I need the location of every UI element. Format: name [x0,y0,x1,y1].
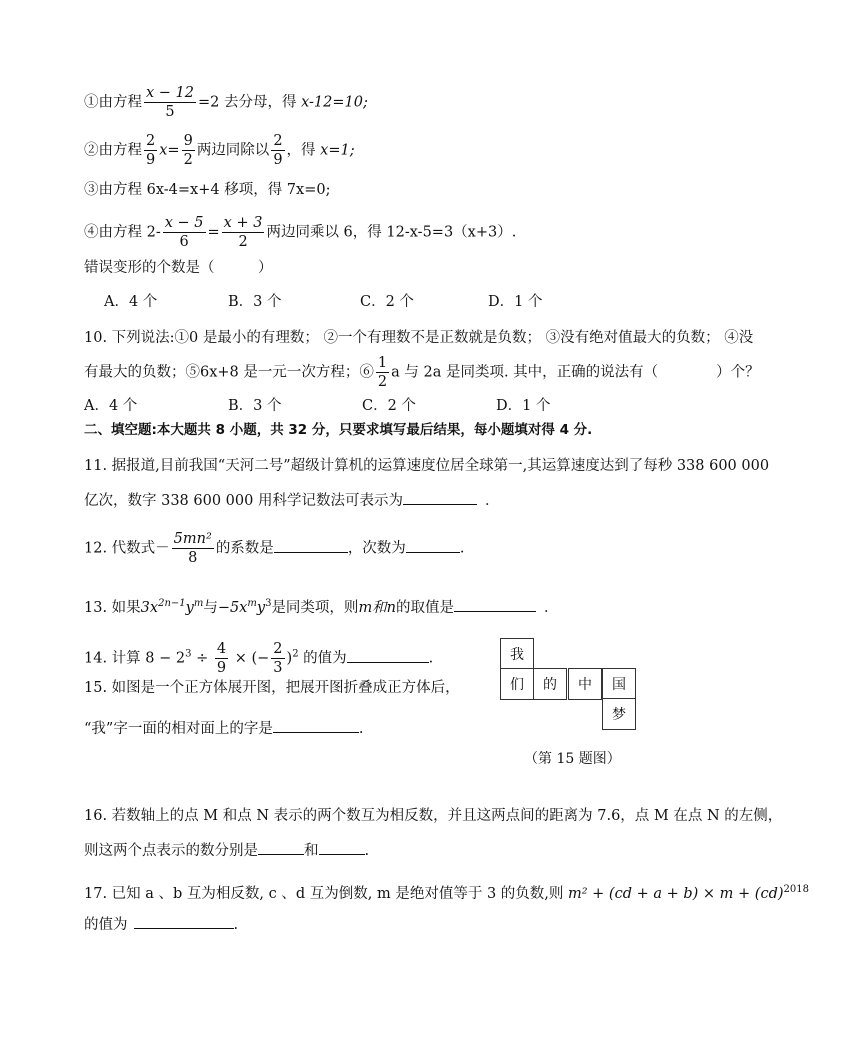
fraction-numerator: 2 [146,133,156,149]
fraction-denominator: 2 [377,374,388,390]
fraction-numerator: 5mn² [173,531,212,547]
fraction-numerator: x + 3 [223,215,263,231]
fraction-denominator: 9 [216,660,227,676]
q8-s4-text-a: ④由方程 2- [84,224,161,241]
choice-b[interactable]: B．3 个 [228,294,282,310]
q13-text-b: 是同类项，则 [271,599,359,616]
q8-statement-3: ③由方程 6x-4=x+4 移项，得 7x=0; [84,182,331,198]
variable-x: x [159,142,168,159]
q11-text: 亿次，数字 338 600 000 用科学记数法可表示为 [84,493,403,509]
q15-line-1: 15. 如图是一个正方体展开图，把展开图折叠成正方体后， [84,680,460,696]
q14-text-a: 14. 计算 8 − 2 [84,650,186,667]
choice-c[interactable]: C．2 个 [360,294,414,310]
equals-sign: = [207,224,220,241]
q8-s4-text-b: 两边同乘以 6，得 12-x-5=3（x+3）. [266,224,517,241]
fraction [215,640,228,677]
section-heading: 二、填空题:本大题共 8 小题，共 32 分，只要求填写最后结果，每小题填对得 4 分. [84,422,593,438]
answer-blank[interactable] [403,490,477,505]
fraction [144,84,196,121]
exponent: 3 [185,648,192,660]
fraction-numerator: x − 5 [164,215,204,231]
q16-text-a: 则这两个点表示的数分别是 [84,843,258,859]
q8-s2-text-c: ，得 [286,142,321,159]
fraction [172,530,214,567]
fraction [222,214,265,251]
fraction-denominator: 2 [183,152,193,168]
exponent: 2n−1 [158,598,186,609]
fraction-denominator: 9 [273,152,283,168]
choice-a[interactable]: A．4 个 [104,294,158,310]
q13-end: ． [544,599,559,616]
fraction [271,132,284,169]
answer-blank[interactable] [274,538,348,553]
q17-end: . [233,917,239,933]
q11-line-1: 11. 据报道,目前我国“天河二号”超级计算机的运算速度位居全球第一,其运算速度达到了每秒 338 600 000 [84,458,770,474]
fraction [163,214,206,251]
q8-s2-text-b: 两边同除以 [196,142,270,159]
answer-blank[interactable] [347,648,429,663]
q11-end: ． [484,493,500,509]
q8-s1-text-a: ①由方程 [84,94,142,111]
q15-line-2 [84,718,363,739]
choice-b[interactable]: B．3 个 [228,398,282,414]
exponent: 2 [292,648,299,660]
q16-line-2 [84,840,369,861]
q14-text-b: 的值为 [298,650,347,667]
q10-choices [84,396,550,416]
q13-term-1: 3x [140,599,159,616]
q8-s1-text-c: x-12=10; [301,94,368,111]
fraction-numerator: 2 [273,641,283,657]
q16-text-b: 和 [304,843,319,859]
division-sign: ÷ [191,650,213,667]
q15-text: “我”字一面的相对面上的字是 [84,721,273,737]
q13-line [84,594,559,618]
fraction-denominator: 3 [273,660,283,676]
fraction [376,354,389,391]
times-sign: × (− [230,650,270,667]
q12-end: . [459,540,465,557]
net-cell-guo: 国 [602,668,636,700]
net-cell-zhong: 中 [568,668,602,700]
q8-s2-text-a: ②由方程 [84,142,142,159]
q10-text-b: a 与 2a 是同类项. 其中，正确的说法有（ ）个？ [391,364,760,381]
q8-s1-text-b: =2 去分母，得 [198,94,302,111]
answer-blank[interactable] [454,597,536,612]
q13-text-a: 13. 如果 [84,599,141,616]
q16-end: . [364,843,370,859]
net-cell-wo: 我 [500,638,534,670]
answer-blank[interactable] [319,840,365,855]
fraction-denominator: 5 [165,104,175,120]
q17-text: 17. 已知 a 、b 互为相反数, c 、d 互为倒数, m 是绝对值等于 3 的负数,则 [84,885,568,902]
answer-blank[interactable] [258,840,304,855]
q8-statement-4 [84,214,516,251]
q8-choices [104,292,542,312]
q11-line-2 [84,490,499,511]
q17-text-b: 的值为 [84,917,128,933]
fraction-denominator: 8 [188,550,198,566]
q10-line-2 [84,354,760,391]
fraction [271,640,284,677]
exponent: m [193,598,204,609]
fraction-denominator: 9 [146,152,156,168]
q13-text-c: m和n [358,599,397,616]
equals-sign: = [167,142,180,159]
fraction-numerator: 2 [273,133,283,149]
q12-line [84,530,464,567]
answer-blank[interactable] [273,718,359,733]
q12-text-c: ，次数为 [347,540,406,557]
fraction-numerator: 9 [183,133,193,149]
q13-text-mid: 与 [203,599,218,616]
q10-line-1: 10. 下列说法:①0 是最小的有理数； ②一个有理数不是正数就是负数； ③没有绝对值最大的负数； ④没 [84,330,754,346]
q17-line-1 [84,880,809,904]
fraction-numerator: 4 [216,641,227,657]
q8-s2-text-d: x=1; [320,142,355,159]
q17-expression: m² + (cd + a + b) × m + (cd) [568,885,784,902]
choice-d[interactable]: D．1 个 [496,398,551,414]
q13-term-2: −5x [217,599,248,616]
fraction-denominator: 2 [238,234,248,250]
q8-stem: 错误变形的个数是（ ） [84,260,273,276]
fraction [182,132,195,169]
q12-text-b: 的系数是 [215,540,274,557]
q16-line-1: 16. 若数轴上的点 M 和点 N 表示的两个数互为相反数，并且这两点间的距离为 7.6，点 M 在点 N 的左侧， [84,808,783,824]
q14-line [84,640,433,677]
variable-y: y [256,599,266,616]
q14-end: . [428,650,434,667]
exponent: m [247,598,257,609]
answer-blank[interactable] [134,914,234,929]
fraction-numerator: 1 [377,355,388,371]
exponent: 3 [265,598,272,609]
fraction-denominator: 6 [179,234,189,250]
choice-a[interactable]: A．4 个 [84,398,138,414]
fraction [144,132,157,169]
exponent: 2018 [783,884,809,895]
q13-text-d: 的取值是 [396,599,455,616]
q15-end: . [358,721,364,737]
choice-d[interactable]: D．1 个 [488,294,543,310]
fraction-numerator: x − 12 [146,85,194,101]
net-cell-meng: 梦 [602,698,636,730]
q12-text-a: 12. 代数式－ [84,540,170,557]
close-paren: ) [286,650,293,667]
net-cell-de: 的 [533,668,567,700]
answer-blank[interactable] [406,538,460,553]
q17-line-2 [84,914,238,935]
choice-c[interactable]: C．2 个 [362,398,416,414]
q8-statement-2 [84,132,355,169]
net-cell-men: 们 [500,668,534,700]
q8-statement-1 [84,84,368,121]
q10-text-a: 有最大的负数；⑤6x+8 是一元一次方程；⑥ [84,364,374,381]
figure-caption: （第 15 题图） [524,751,621,767]
variable-y: y [185,599,194,616]
